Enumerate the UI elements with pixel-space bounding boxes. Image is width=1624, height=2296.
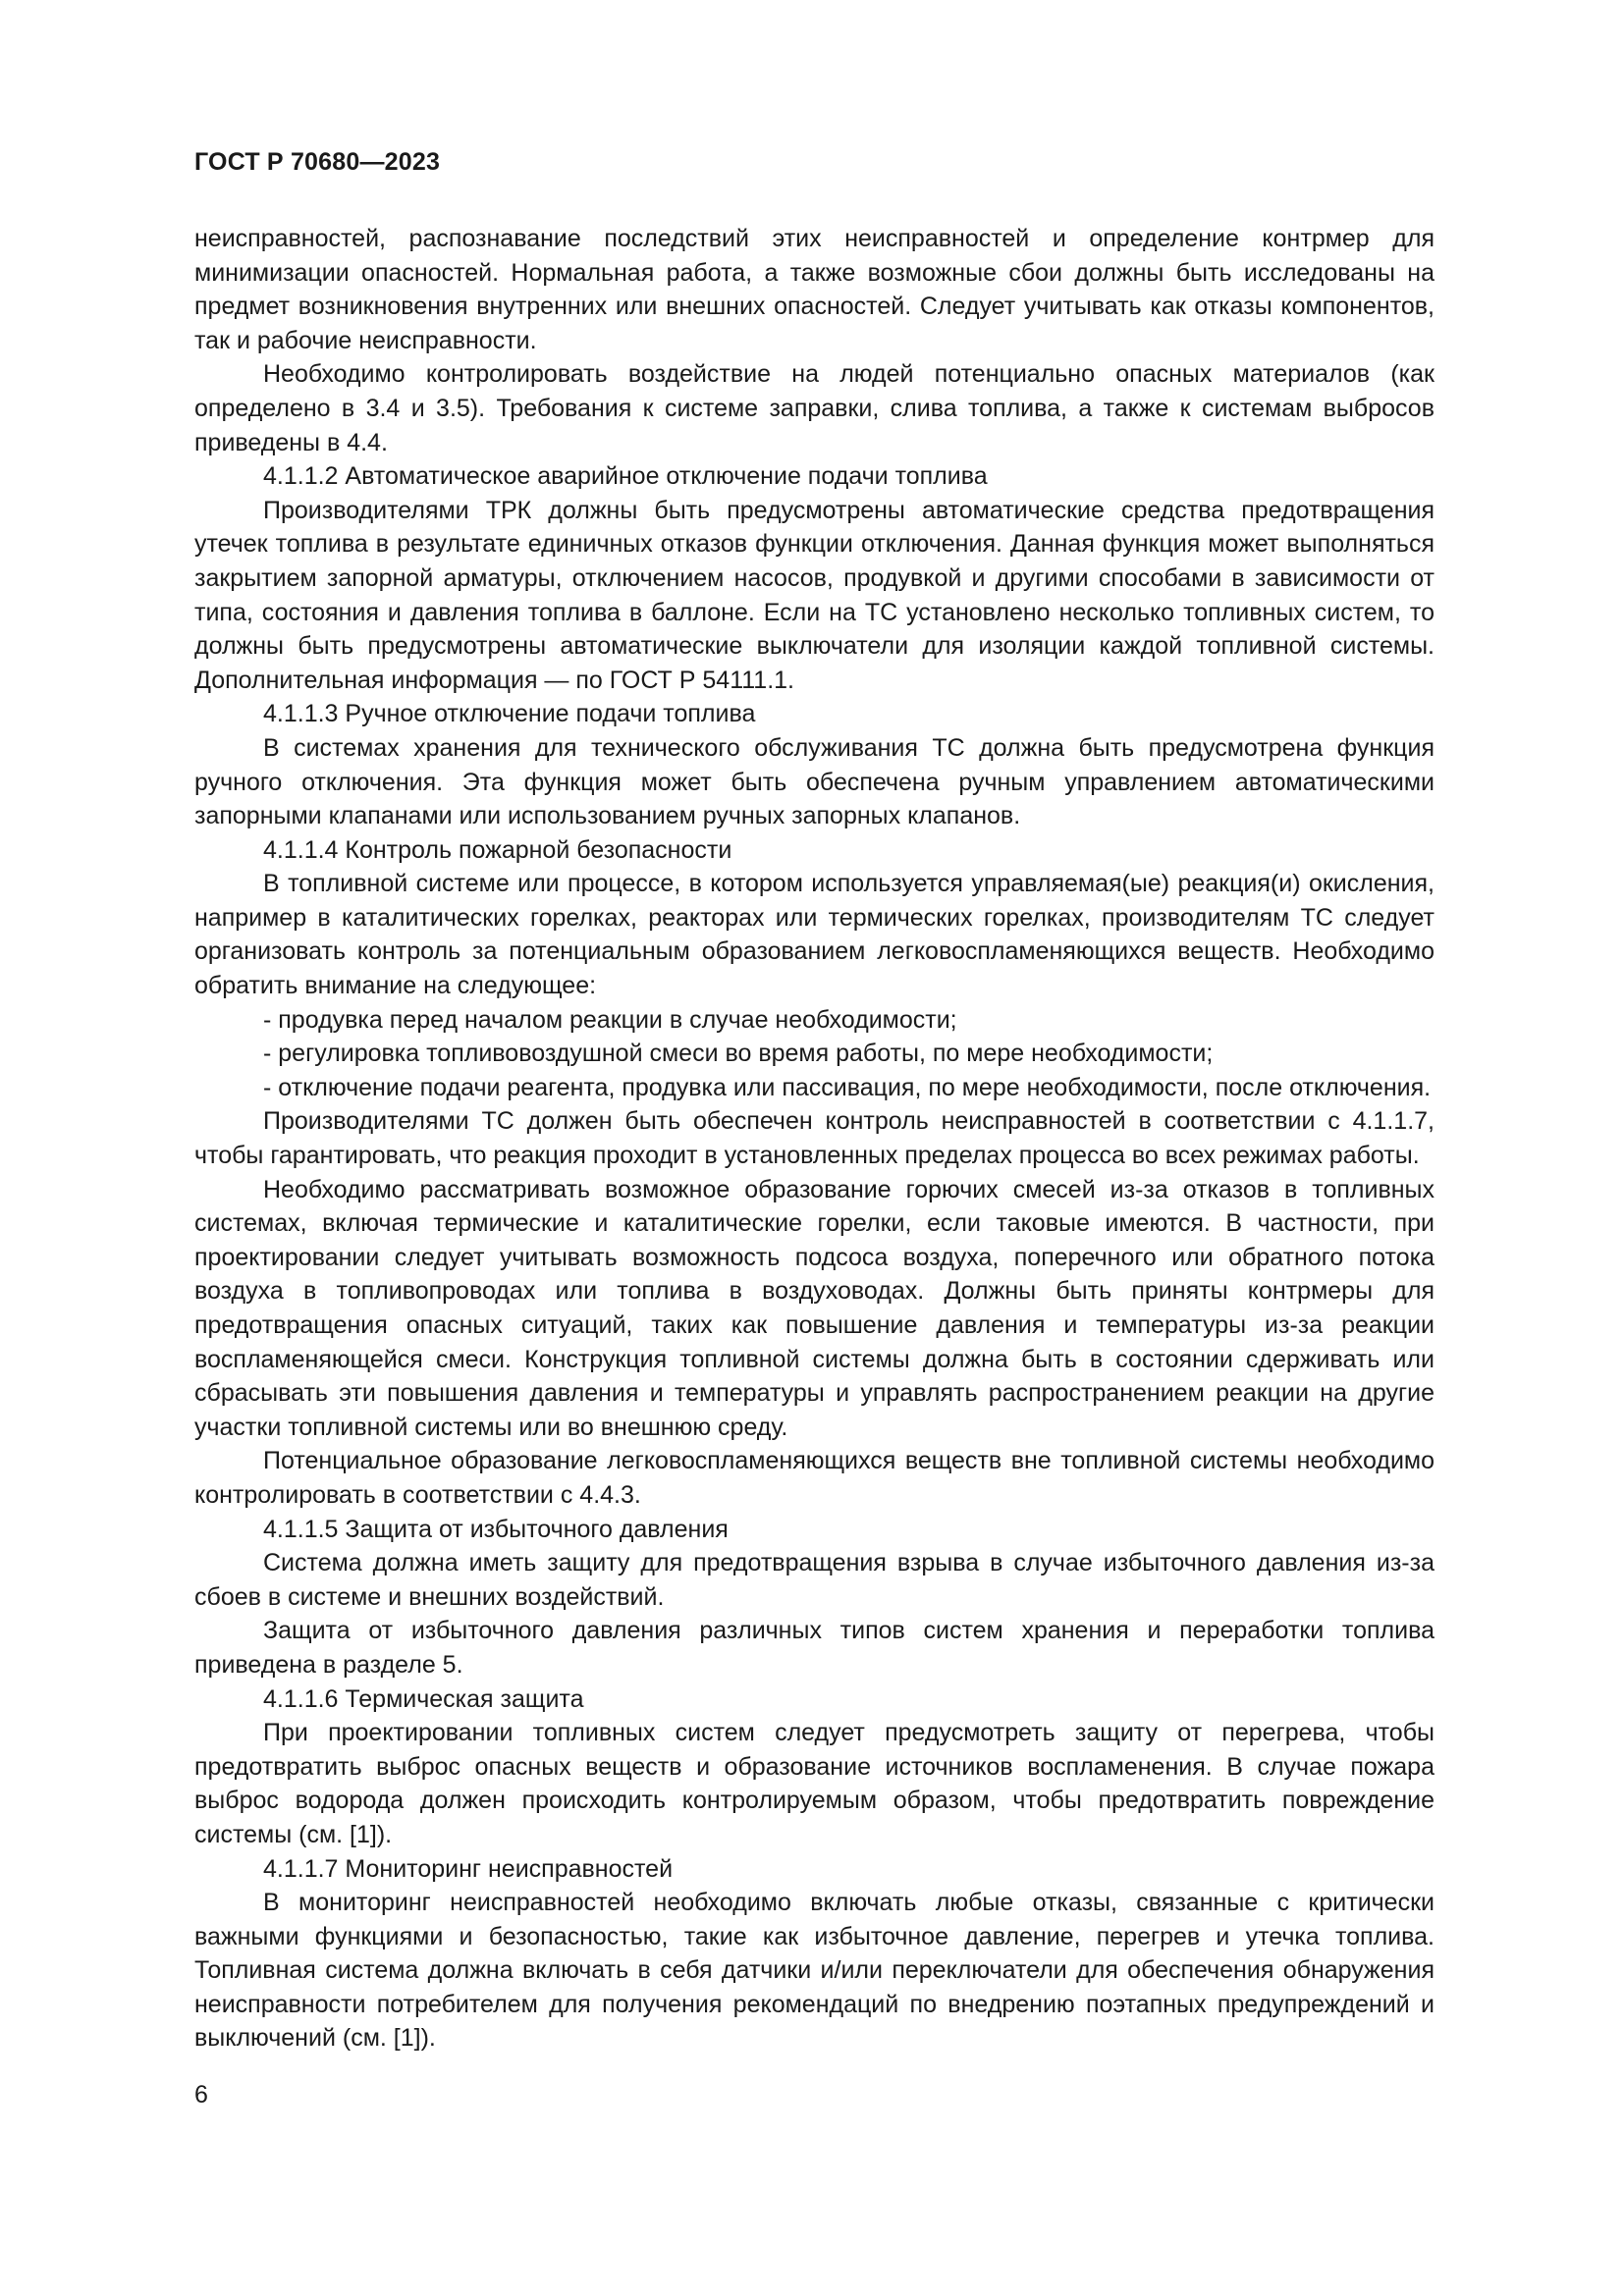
paragraph: Потенциальное образование легковоспламеняющихся веществ вне топливной системы необходимо контролировать в соответствии с 4.4.3. bbox=[194, 1447, 1435, 1509]
section-heading: 4.1.1.5 Защита от избыточного давления bbox=[263, 1515, 729, 1543]
document-body bbox=[194, 222, 1435, 2056]
list-item: - регулировка топливовоздушной смеси во время работы, по мере необходимости; bbox=[263, 1040, 1214, 1068]
paragraph: В системах хранения для технического обслуживания ТС должна быть предусмотрена функция ручного отключения. Эта функция может быть обеспечена ручным управлением автоматическими запорными клапанами или использованием ручных запорных клапанов. bbox=[194, 733, 1435, 830]
page-number: 6 bbox=[194, 2081, 208, 2109]
document-header: ГОСТ Р 70680—2023 bbox=[194, 148, 441, 176]
paragraph: Необходимо контролировать воздействие на людей потенциально опасных материалов (как определено в 3.4 и 3.5). Требования к системе заправки, слива топлива, а также к системам выбросов приведены в 4.4. bbox=[194, 360, 1435, 456]
list-item: - продувка перед началом реакции в случае необходимости; bbox=[263, 1005, 957, 1034]
paragraph: неисправностей, распознавание последствий этих неисправностей и определение контрмер для минимизации опасностей. Нормальная работа, а также возможные сбои должны быть исследованы на предмет возникновения внутренних или внешних опасностей. Следует учитывать как отказы компонентов, так и рабочие неисправности. bbox=[194, 225, 1435, 354]
paragraph: Система должна иметь защиту для предотвращения взрыва в случае избыточного давления из-за сбоев в системе и внешних воздействий. bbox=[194, 1549, 1435, 1611]
paragraph: Производителями ТРК должны быть предусмотрены автоматические средства предотвращения утечек топлива в результате единичных отказов функции отключения. Данная функция может выполняться закрытием запорной арматуры, отключением насосов, продувкой и другими способами в зависимости от типа, состояния и давления топлива в баллоне. Если на ТС установлено несколько топливных систем, то должны быть предусмотрены автоматические выключатели для изоляции каждой топливной системы. Дополнительная информация — по ГОСТ Р 54111.1. bbox=[194, 496, 1435, 694]
section-heading: 4.1.1.6 Термическая защита bbox=[263, 1684, 584, 1713]
list-item: - отключение подачи реагента, продувка или пассивация, по мере необходимости, после отключения. bbox=[263, 1073, 1432, 1101]
paragraph: В мониторинг неисправностей необходимо включать любые отказы, связанные с критически важными функциями и безопасностью, такие как избыточное давление, перегрев и утечка топлива. Топливная система должна включать в себя датчики и/или переключатели для обеспечения обнаружения неисправности потребителем для получения рекомендаций по внедрению поэтапных предупреждений и выключений (см. [1]). bbox=[194, 1889, 1435, 2053]
paragraph: В топливной системе или процессе, в котором используется управляемая(ые) реакция(и) окисления, например в каталитических горелках, реакторах или термических горелках, производителям ТС следует организовать контроль за потенциальным образованием легковоспламеняющихся веществ. Необходимо обратить внимание на следующее: bbox=[194, 870, 1435, 1000]
section-heading: 4.1.1.4 Контроль пожарной безопасности bbox=[263, 835, 732, 864]
paragraph: При проектировании топливных систем следует предусмотреть защиту от перегрева, чтобы предотвратить выброс опасных веществ и образование источников воспламенения. В случае пожара выброс водорода должен происходить контролируемым образом, чтобы предотвратить повреждение системы (см. [1]). bbox=[194, 1719, 1435, 1848]
paragraph: Производителями ТС должен быть обеспечен контроль неисправностей в соответствии с 4.1.1.7, чтобы гарантировать, что реакция проходит в установленных пределах процесса во всех режимах работы. bbox=[194, 1107, 1435, 1170]
paragraph: Защита от избыточного давления различных типов систем хранения и переработки топлива приведена в разделе 5. bbox=[194, 1617, 1435, 1679]
section-heading: 4.1.1.7 Мониторинг неисправностей bbox=[263, 1854, 674, 1883]
paragraph: Необходимо рассматривать возможное образование горючих смесей из-за отказов в топливных системах, включая термические и каталитические горелки, если таковые имеются. В частности, при проектировании следует учитывать возможность подсоса воздуха, поперечного или обратного потока воздуха в топливопроводах или топлива в воздуховодах. Должны быть приняты контрмеры для предотвращения опасных ситуаций, таких как повышение давления и температуры из-за реакции воспламеняющейся смеси. Конструкция топливной системы должна быть в состоянии сдерживать или сбрасывать эти повышения давления и температуры и управлять распространением реакции на другие участки топливной системы или во внешнюю среду. bbox=[194, 1175, 1435, 1441]
section-heading: 4.1.1.3 Ручное отключение подачи топлива bbox=[263, 700, 756, 728]
section-heading: 4.1.1.2 Автоматическое аварийное отключение подачи топлива bbox=[263, 462, 988, 491]
